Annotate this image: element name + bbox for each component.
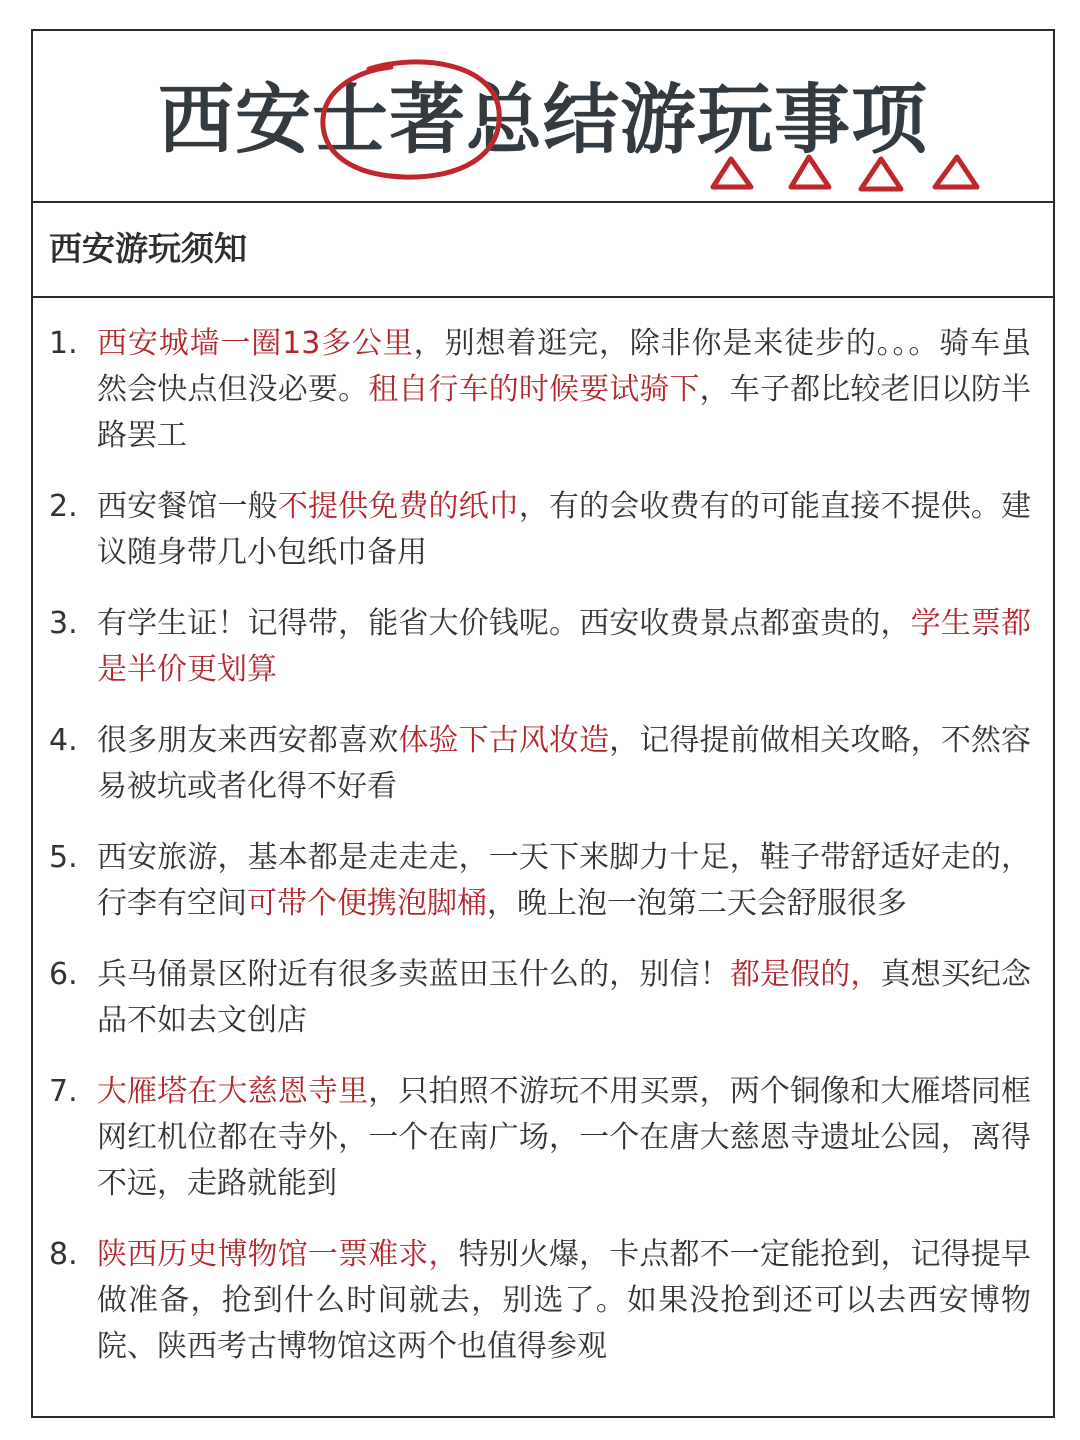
- body-text: 有学生证！记得带，能省大价钱呢。西安收费景点都蛮贵的，: [97, 606, 911, 641]
- subheading-section: [33, 203, 1053, 298]
- highlighted-text: 西安城墙一圈13多公里: [97, 326, 414, 361]
- list-item: [33, 718, 1053, 810]
- item-number: 1.: [49, 326, 78, 361]
- item-text: [97, 718, 1031, 810]
- item-text: [97, 952, 1031, 1044]
- body-text: ，记得提前做相关攻略，不然容易被坑或者化得不好看: [97, 723, 1032, 804]
- item-number: 4.: [49, 723, 78, 758]
- page-title: [33, 75, 1053, 165]
- item-text: [97, 321, 1031, 459]
- body-text: 特别火爆，卡点都不一定能抢到，记得提早做准备，抢到什么时间就去，别选了。如果没抢到还可以去西安博物院、陕西考古博物馆这两个也值得参观: [97, 1237, 1032, 1364]
- list-item: [33, 835, 1053, 927]
- body-text: ，车子都比较老旧以防半路罢工: [97, 372, 1032, 453]
- body-text: ，只拍照不游玩不用买票，两个铜像和大雁塔同框网红机位都在寺外，一个在南广场，一个在唐大慈恩寺遗址公园，离得不远，走路就能到: [97, 1074, 1032, 1201]
- item-text: [97, 601, 1031, 693]
- item-number: 2.: [49, 489, 78, 524]
- item-text: [97, 835, 1031, 927]
- list-item: [33, 952, 1053, 1044]
- body-text: 西安旅游，基本都是走走走，一天下来脚力十足，鞋子带舒适好走的，行李有空间: [97, 840, 1031, 921]
- list-item: [33, 601, 1053, 693]
- highlighted-text: 体验下古风妆造: [398, 723, 610, 758]
- list-item: [33, 484, 1053, 576]
- body-text: ，别想着逛完，除非你是来徒步的。。。骑车虽然会快点但没必要。: [97, 326, 1031, 407]
- highlighted-text: 可带个便携泡脚桶: [247, 886, 487, 921]
- title-part-2: 总结游玩事项: [466, 75, 928, 164]
- body-text: ，晚上泡一泡第二天会舒服很多: [487, 886, 907, 921]
- highlighted-text: 都是假的，: [729, 957, 881, 992]
- info-card: [31, 29, 1055, 1418]
- title-section: [33, 31, 1053, 203]
- item-text: [97, 1232, 1031, 1370]
- body-text: 真想买纪念品不如去文创店: [97, 957, 1032, 1038]
- item-number: 3.: [49, 606, 78, 641]
- body-text: 西安餐馆一般: [97, 489, 278, 524]
- item-number: 6.: [49, 957, 78, 992]
- list-item: [33, 1232, 1053, 1370]
- title-part-1: 西安: [158, 75, 312, 164]
- highlighted-text: 不提供免费的纸巾: [277, 489, 519, 524]
- item-number: 8.: [49, 1237, 78, 1272]
- tips-list: [33, 321, 1053, 1395]
- section-heading: 西安游玩须知: [49, 229, 247, 268]
- item-text: [97, 484, 1031, 576]
- list-item: [33, 1069, 1053, 1207]
- title-circled-word: 士著: [312, 75, 466, 164]
- highlighted-text: 学生票都是半价更划算: [97, 606, 1032, 687]
- body-text: 很多朋友来西安都喜欢: [97, 723, 399, 758]
- highlighted-text: 大雁塔在大慈恩寺里: [97, 1074, 369, 1109]
- highlighted-text: 租自行车的时候要试骑下: [368, 372, 700, 407]
- list-item: [33, 321, 1053, 459]
- body-text: ，有的会收费有的可能直接不提供。建议随身带几小包纸巾备用: [97, 489, 1032, 570]
- highlighted-text: 陕西历史博物馆一票难求，: [97, 1237, 459, 1272]
- item-text: [97, 1069, 1031, 1207]
- item-number: 7.: [49, 1074, 78, 1109]
- item-number: 5.: [49, 840, 78, 875]
- body-text: 兵马俑景区附近有很多卖蓝田玉什么的，别信！: [97, 957, 730, 992]
